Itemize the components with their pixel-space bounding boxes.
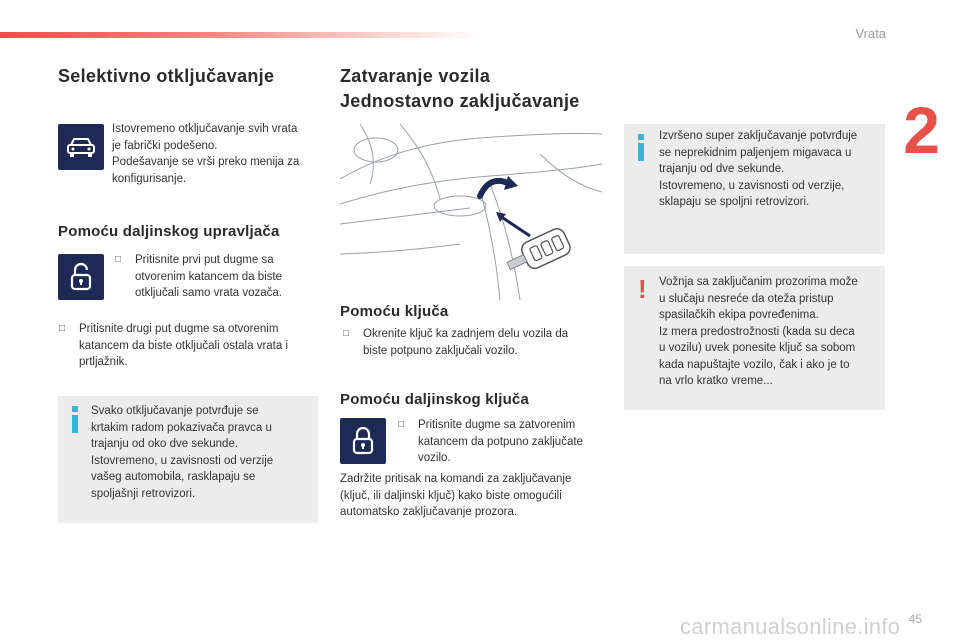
bullet-icon: □ <box>59 323 66 334</box>
unlock-icon <box>58 254 104 300</box>
remote-key-step: □ Pritisnite dugme sa zatvorenim katancem da potpuno zaključate vozilo. <box>398 419 583 464</box>
hold-lock-text: Zadržite pritisak na komandi za zaključavanje (ključ, ili daljinski ključ) kako biste omogućili automatsko zaključavanje prozora. <box>340 473 572 518</box>
key-step: □ Okrenite ključ ka zadnjem delu vozila da biste potpuno zaključali vozilo. <box>343 328 569 357</box>
key-in-door-illustration <box>340 124 602 300</box>
warning-panel <box>624 266 885 410</box>
chapter-number: 2 <box>903 93 940 167</box>
header-accent-bar <box>0 32 480 38</box>
remote-step-1: □ Pritisnite prvi put dugme sa otvorenim katancem da biste otključali samo vrata vozača. <box>115 254 283 299</box>
page-number: 45 <box>908 612 922 626</box>
closing-vehicle-title: Zatvaranje vozila <box>340 66 491 86</box>
remote-control-title: Pomoću daljinskog upravljača <box>58 223 280 240</box>
car-icon <box>58 124 104 170</box>
super-lock-info-text: Izvršeno super zaključavanje potvrđuje se neprekidnim paljenjem migavaca u trajanju od dve sekunde. Istovremeno, u zavisnosti od verzije, sklapaju se spoljni retrovizori. <box>659 130 858 208</box>
super-lock-info-panel <box>624 124 885 254</box>
section-title: Vrata <box>855 26 886 41</box>
unlock-info-panel <box>58 396 318 523</box>
with-key-title: Pomoću ključa <box>340 303 449 320</box>
unlock-info-text: Svako otključavanje potvrđuje se krtakim radom pokazivača pravca u trajanju od oko dve sekunde. Istovremeno, u zavisnosti od verzije vašeg automobila, rasklapaju se spoljašnji retrovizori. <box>91 405 274 500</box>
info-icon <box>636 134 646 161</box>
selective-unlock-intro: Istovremeno otključavanje svih vrata je fabrički podešeno. Podešavanje se vrši preko menija za konfigurisanje. <box>112 123 300 185</box>
lock-icon <box>340 418 386 464</box>
simple-lock-title: Jednostavno zaključavanje <box>340 91 580 111</box>
watermark: carmanualsonline.info <box>680 614 901 639</box>
selective-unlock-title: Selektivno otključavanje <box>58 66 275 86</box>
bullet-icon: □ <box>343 328 350 339</box>
remote-key-title: Pomoću daljinskog ključa <box>340 391 530 408</box>
remote-step-2: □ Pritisnite drugi put dugme sa otvorenim katancem da biste otključali ostala vrata i prtljažnik. <box>59 323 289 368</box>
bullet-icon: □ <box>115 254 122 265</box>
bullet-icon: □ <box>398 419 405 430</box>
warning-text: Vožnja sa zaključanim prozorima može u slučaju nesreće da oteža pristup spasilačkih ekipa povređenima. Iz mera predostrožnosti (kada su deca u vozilu) uvek ponesite ključ sa sobom kada napuštajte vozilo, čak i ako je to na vrlo kratko vreme... <box>659 276 858 387</box>
warning-icon: ! <box>638 274 647 304</box>
info-icon <box>70 406 80 433</box>
